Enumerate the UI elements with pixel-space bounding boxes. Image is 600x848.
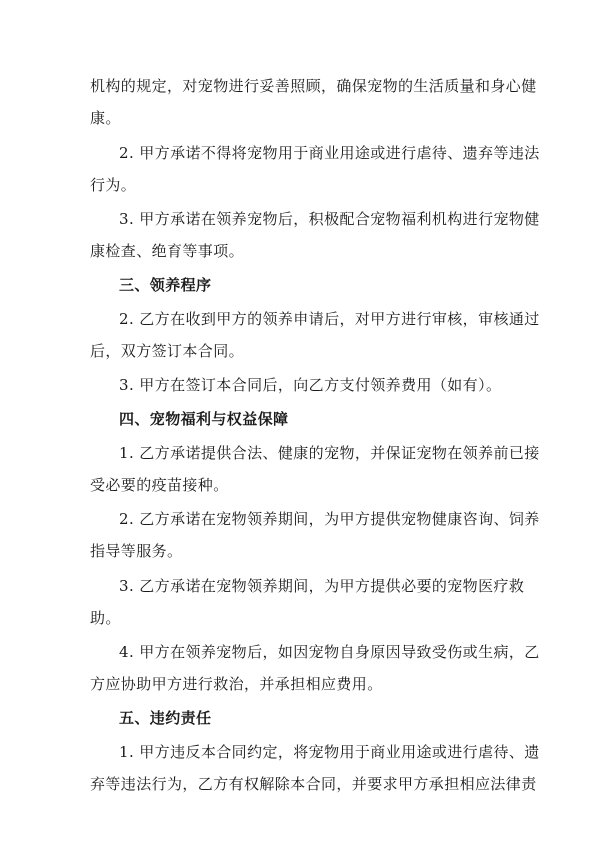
paragraph-line: 方应协助甲方进行救治，并承担相应费用。 <box>90 675 383 693</box>
clause-line: 1. 乙方承诺提供合法、健康的宠物，并保证宠物在领养前已接 <box>119 444 540 462</box>
paragraph-line: 受必要的疫苗接种。 <box>90 476 229 494</box>
clause-line: 4. 甲方在领养宠物后，如因宠物自身原因导致受伤或生病，乙 <box>119 643 540 661</box>
clause-line: 3. 乙方承诺在宠物领养期间，为甲方提供必要的宠物医疗救 <box>119 577 525 595</box>
paragraph-line: 弃等违法行为，乙方有权解除本合同，并要求甲方承担相应法律责 <box>90 775 537 793</box>
clause-line: 3. 甲方在签订本合同后，向乙方支付领养费用（如有）。 <box>119 376 502 394</box>
paragraph-line: 后，双方签订本合同。 <box>90 342 245 360</box>
paragraph-line: 指导等服务。 <box>90 542 183 560</box>
section-heading: 五、违约责任 <box>119 709 212 727</box>
paragraph-line: 机构的规定，对宠物进行妥善照顾，确保宠物的生活质量和身心健 <box>90 77 537 95</box>
clause-line: 1. 甲方违反本合同约定，将宠物用于商业用途或进行虐待、遗 <box>119 743 540 761</box>
paragraph-line: 康。 <box>90 109 121 127</box>
clause-line: 2. 乙方在收到甲方的领养申请后，对甲方进行审核，审核通过 <box>119 310 540 328</box>
paragraph-line: 康检查、绝育等事项。 <box>90 242 245 260</box>
clause-line: 2. 乙方承诺在宠物领养期间，为甲方提供宠物健康咨询、饲养 <box>119 510 540 528</box>
paragraph-line: 助。 <box>90 609 121 627</box>
clause-line: 2. 甲方承诺不得将宠物用于商业用途或进行虐待、遗弃等违法 <box>119 144 540 162</box>
clause-line: 3. 甲方承诺在领养宠物后，积极配合宠物福利机构进行宠物健 <box>119 210 540 228</box>
paragraph-line: 行为。 <box>90 176 137 194</box>
section-heading: 三、领养程序 <box>119 276 212 294</box>
section-heading: 四、宠物福利与权益保障 <box>119 410 289 428</box>
